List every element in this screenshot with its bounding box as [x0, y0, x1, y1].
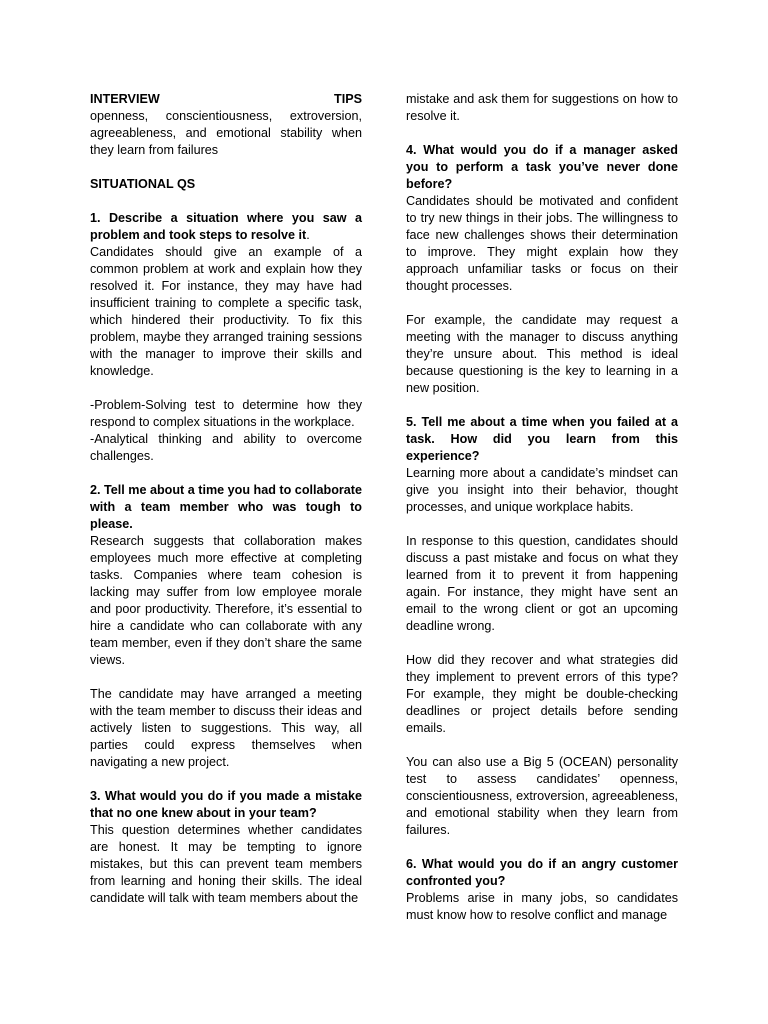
- intro-paragraph: openness, conscientiousness, extroversion, agreeableness, and emotional stability when they learn from failures: [90, 109, 362, 157]
- question-1-title-period: .: [306, 228, 310, 242]
- left-column: [90, 91, 362, 907]
- question-4-body-1: Candidates should be motivated and confident to try new things in their jobs. The willingness to face new challenges shows their determination to improve. They might explain how they approach unfamiliar tasks or focus on their thought processes.: [406, 194, 678, 293]
- question-1-note-1: -Problem-Solving test to determine how they respond to complex situations in the workplace.: [90, 398, 362, 429]
- question-5-body-1: Learning more about a candidate’s mindset can give you insight into their behavior, thought processes, and unique workplace habits.: [406, 466, 678, 514]
- question-3-body: This question determines whether candidates are honest. It may be tempting to ignore mistakes, but this can prevent team members from learning and honing their skills. The ideal candidate will talk with team members about the: [90, 823, 362, 905]
- question-5-body-4: You can also use a Big 5 (OCEAN) personality test to assess candidates’ openness, conscientiousness, extroversion, agreeableness, and emotional stability when they learn from failures.: [406, 755, 678, 837]
- heading-tips: TIPS: [334, 92, 362, 106]
- heading-interview: INTERVIEW: [90, 92, 160, 106]
- question-4-title: 4. What would you do if a manager asked you to perform a task you’ve never done before?: [406, 143, 678, 191]
- question-5-title: 5. Tell me about a time when you failed at a task. How did you learn from this experience?: [406, 415, 678, 463]
- question-6-body: Problems arise in many jobs, so candidates must know how to resolve conflict and manage: [406, 891, 678, 922]
- question-3-title: 3. What would you do if you made a mistake that no one knew about in your team?: [90, 789, 362, 820]
- question-3-continued: mistake and ask them for suggestions on how to resolve it.: [406, 92, 678, 123]
- right-column: [406, 91, 678, 924]
- question-1-title-text: 1. Describe a situation where you saw a problem and took steps to resolve it: [90, 211, 362, 242]
- section-title: SITUATIONAL QS: [90, 177, 196, 191]
- question-2-body-2: The candidate may have arranged a meeting with the team member to discuss their ideas and actively listen to suggestions. This way, all parties could express themselves when navigating a new project.: [90, 687, 362, 769]
- question-2-body-1: Research suggests that collaboration makes employees much more effective at completing tasks. Companies where team cohesion is lacking may suffer from low employee morale and poor productivity. Therefore, it’s essential to hire a candidate who can collaborate with any team member, even if they don’t share the same views.: [90, 534, 362, 667]
- question-2-title: 2. Tell me about a time you had to collaborate with a team member who was tough to please.: [90, 483, 362, 531]
- document-heading: [90, 91, 362, 108]
- question-1-title: [90, 210, 362, 244]
- question-4-body-2: For example, the candidate may request a meeting with the manager to discuss anything they’re unsure about. This method is ideal because questioning is the key to learning in a new position.: [406, 313, 678, 395]
- question-5-body-3: How did they recover and what strategies did they implement to prevent errors of this type? For example, they might be double-checking deadlines or project details before sending emails.: [406, 653, 678, 735]
- question-1-note-2: -Analytical thinking and ability to overcome challenges.: [90, 432, 362, 463]
- question-1-body: Candidates should give an example of a common problem at work and explain how they resolved it. For instance, they may have had insufficient training to complete a specific task, which hindered their productivity. To fix this problem, maybe they arranged training sessions with the manager to improve their skills and knowledge.: [90, 245, 362, 378]
- question-6-title: 6. What would you do if an angry customer confronted you?: [406, 857, 678, 888]
- question-5-body-2: In response to this question, candidates should discuss a past mistake and focus on what they learned from it to prevent it from happening again. For instance, they might have sent an email to the wrong client or got an upcoming deadline wrong.: [406, 534, 678, 633]
